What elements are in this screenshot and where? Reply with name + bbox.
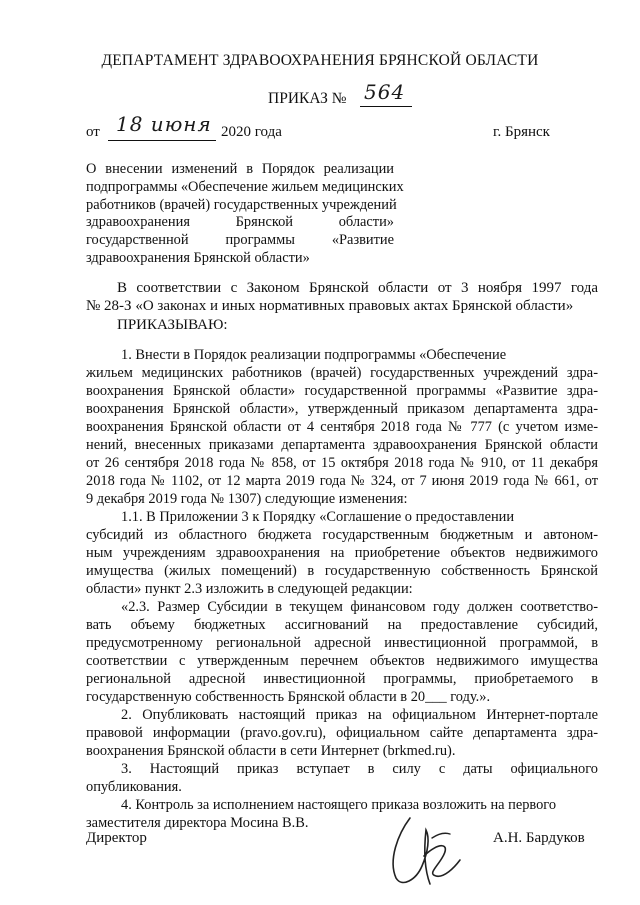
subject-line: работников (врачей) государственных учреждений [86,197,397,213]
order-number-handwritten: 564 [364,80,406,104]
order-label: ПРИКАЗ № [268,90,347,107]
command-word: ПРИКАЗЫВАЮ: [117,317,228,333]
body-line: заместителя директора Мосина В.В. [86,815,309,831]
body-line: 1.1. В Приложении 3 к Порядку «Соглашение о предоставлении [121,509,515,525]
body-line: от 26 сентября 2018 года № 858, от 15 октября 2018 года № 910, от 11 декабря [86,455,598,471]
body-line: воохранения Брянской области» государственной программы «Развитие здра- [86,383,598,399]
body-line: субсидий из областного бюджета государственным бюджетным и автоном- [86,527,598,543]
body-line: опубликования. [86,779,182,795]
date-prefix: от [86,124,100,140]
body-line: 2. Опубликовать настоящий приказ на официальном Интернет-портале [121,707,598,723]
date-year: 2020 года [221,124,282,140]
signatory-title: Директор [86,830,147,846]
body-line: 3. Настоящий приказ вступает в силу с даты официального [121,761,598,777]
date-underline [108,140,216,141]
body-line: правовой информации (pravo.gov.ru), официальном сайте департамента здра- [86,725,598,741]
preamble-line: В соответствии с Законом Брянской области от 3 ноября 1997 года [117,280,598,296]
body-line: жильем медицинских работников (врачей) государственных учреждений здра- [86,365,598,381]
body-line: нений, внесенных приказами департамента здравоохранения Брянской области [86,437,598,453]
order-number-underline [360,106,412,107]
body-line: имущества (жилых помещений) в государственную собственность Брянской [86,563,598,579]
subject-line: О внесении изменений в Порядок реализации [86,161,394,177]
city: г. Брянск [493,124,550,140]
preamble-line: № 28-З «О законах и иных нормативных правовых актах Брянской области» [86,298,574,314]
subject-line: подпрограммы «Обеспечение жильем медицинских [86,179,404,195]
body-line: воохранения Брянской области в сети Интернет (brkmed.ru). [86,743,456,759]
subject-line: здравоохранения Брянской области» [86,250,310,266]
body-line: 9 декабря 2019 года № 1307) следующие изменения: [86,491,408,507]
body-line: ным учреждениям здравоохранения на приобретение объектов недвижимого [86,545,598,561]
body-line: предусмотренному региональной адресной инвестиционной программой, в [86,635,598,651]
department-header: ДЕПАРТАМЕНТ ЗДРАВООХРАНЕНИЯ БРЯНСКОЙ ОБЛАСТИ [101,52,539,69]
subject-line: здравоохранения Брянской области» [86,214,394,230]
body-line: 1. Внести в Порядок реализации подпрограммы «Обеспечение [121,347,507,363]
body-line: соответствии с утвержденным перечнем объектов недвижимого имущества [86,653,598,669]
signatory-name: А.Н. Бардуков [493,830,585,846]
body-line: 2018 года № 1102, от 12 марта 2019 года № 324, от 7 июня 2019 года № 661, от [86,473,598,489]
date-handwritten: 18 июня [116,112,212,136]
body-line: воохранения Брянской области от 4 сентября 2018 года № 777 (с учетом изме- [86,419,598,435]
subject-line: государственной программы «Развитие [86,232,394,248]
body-line: области» пункт 2.3 изложить в следующей редакции: [86,581,413,597]
body-line: воохранения Брянской области», утвержденный приказом департамента здра- [86,401,598,417]
body-line: региональной адресной инвестиционной программы, приобретаемого в [86,671,598,687]
body-line: «2.3. Размер Субсидии в текущем финансовом году должен соответство- [121,599,598,615]
body-line: 4. Контроль за исполнением настоящего приказа возложить на первого [121,797,557,813]
body-line: вать объему бюджетных ассигнований на предоставление субсидий, [86,617,598,633]
handwritten-signature [380,808,470,892]
body-line: государственную собственность Брянской области в 20___ году.». [86,689,491,705]
